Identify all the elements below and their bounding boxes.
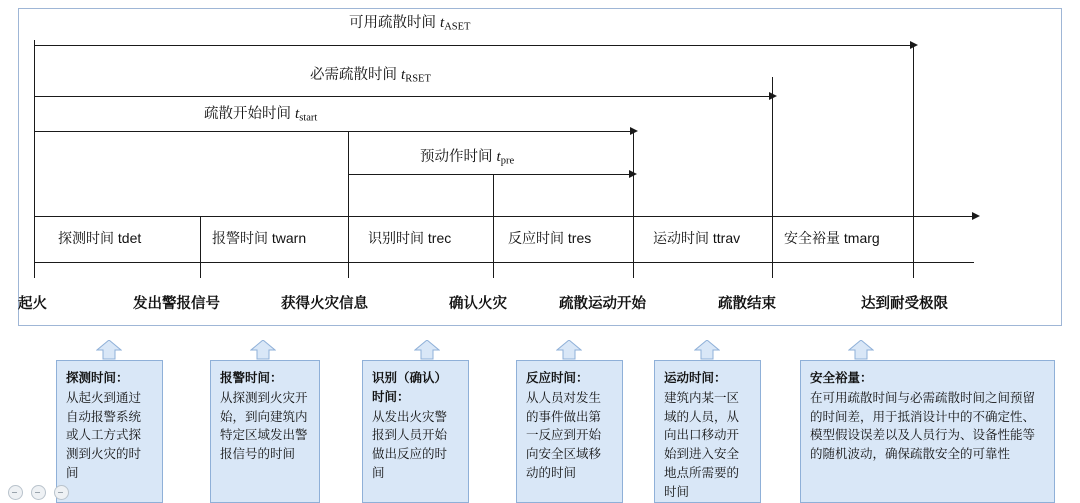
divider-alarm-signal	[200, 216, 201, 278]
segment-label-res: 反应时间 tres	[508, 230, 592, 246]
note-det-body: 从起火到通过自动报警系统或人工方式探测到火灾的时间	[66, 390, 142, 480]
page-dot-1	[8, 485, 23, 500]
note-trav	[654, 360, 761, 503]
divider-evac-start	[633, 131, 634, 278]
note-warn	[210, 360, 320, 503]
pre-label: 预动作时间 $t_{pre}$	[420, 149, 515, 167]
diagram-frame	[18, 8, 1062, 326]
callout-arrow-trav-icon	[694, 340, 720, 360]
note-res	[516, 360, 623, 503]
divider-ignition	[34, 216, 35, 278]
segment-label-warn: 报警时间 twarn	[212, 230, 307, 246]
aset-start-tick	[34, 40, 35, 218]
note-marg	[800, 360, 1055, 503]
note-rec	[362, 360, 469, 503]
segment-label-det: 探测时间 tdet	[58, 230, 142, 246]
timeline-axis	[34, 216, 974, 217]
segment-label-marg: 安全裕量 tmarg	[784, 230, 880, 246]
timeline-axis-arrowhead	[972, 212, 980, 220]
callout-arrow-res-icon	[556, 340, 582, 360]
milestone-tenability: 达到耐受极限	[861, 296, 948, 312]
milestone-alarm-signal: 发出警报信号	[133, 296, 220, 312]
note-res-title: 反应时间：	[526, 371, 589, 385]
start-bar	[34, 131, 634, 132]
milestone-ignition: 起火	[18, 296, 47, 312]
milestone-evac-end: 疏散结束	[718, 296, 776, 312]
callout-arrow-marg-icon	[848, 340, 874, 360]
aset-bar	[34, 45, 914, 46]
aset-label: 可用疏散时间 $t_{ASET}$	[349, 15, 471, 33]
page-dots	[8, 485, 69, 500]
milestone-confirm-fire: 确认火灾	[449, 296, 507, 312]
note-warn-title: 报警时间：	[220, 371, 283, 385]
note-rec-body: 从发出火灾警报到人员开始做出反应的时间	[372, 409, 448, 480]
note-marg-body: 在可用疏散时间与必需疏散时间之间预留的时间差，用于抵消设计中的不确定性、模型假设误差以及人员行为、设备性能等的随机波动，确保疏散安全的可靠性	[810, 390, 1036, 461]
rset-bar-arrowhead	[769, 92, 777, 100]
callout-arrow-det-icon	[96, 340, 122, 360]
segment-label-trav: 运动时间 ttrav	[653, 230, 741, 246]
note-det	[56, 360, 163, 503]
note-res-body: 从人员对发生的事件做出第一反应到开始向安全区域移动的时间	[526, 390, 602, 480]
callout-arrow-rec-icon	[414, 340, 440, 360]
start-bar-arrowhead	[630, 127, 638, 135]
rset-bar	[34, 96, 773, 97]
page-dot-2	[31, 485, 46, 500]
aset-bar-arrowhead	[910, 41, 918, 49]
page-dot-3	[54, 485, 69, 500]
note-trav-body: 建筑内某一区域的人员，从向出口移动开始到进入安全地点所需要的时间	[664, 390, 740, 499]
note-rec-title: 识别（确认）时间：	[372, 371, 448, 404]
segment-label-rec: 识别时间 trec	[368, 230, 452, 246]
note-det-title: 探测时间：	[66, 371, 129, 385]
divider-tenability	[913, 45, 914, 278]
milestone-fire-info: 获得火灾信息	[281, 296, 368, 312]
divider-evac-end	[772, 77, 773, 278]
note-trav-title: 运动时间：	[664, 371, 727, 385]
note-marg-title: 安全裕量：	[810, 371, 873, 385]
pre-bar	[348, 174, 633, 175]
milestone-evac-start: 疏散运动开始	[559, 296, 646, 312]
segment-band-bottom	[34, 262, 974, 263]
callout-arrow-warn-icon	[250, 340, 276, 360]
rset-label: 必需疏散时间 $t_{RSET}$	[310, 67, 431, 85]
start-label: 疏散开始时间 $t_{start}$	[204, 106, 318, 124]
divider-fire-info	[348, 131, 349, 278]
note-warn-body: 从探测到火灾开始，到向建筑内特定区域发出警报信号的时间	[220, 390, 308, 461]
